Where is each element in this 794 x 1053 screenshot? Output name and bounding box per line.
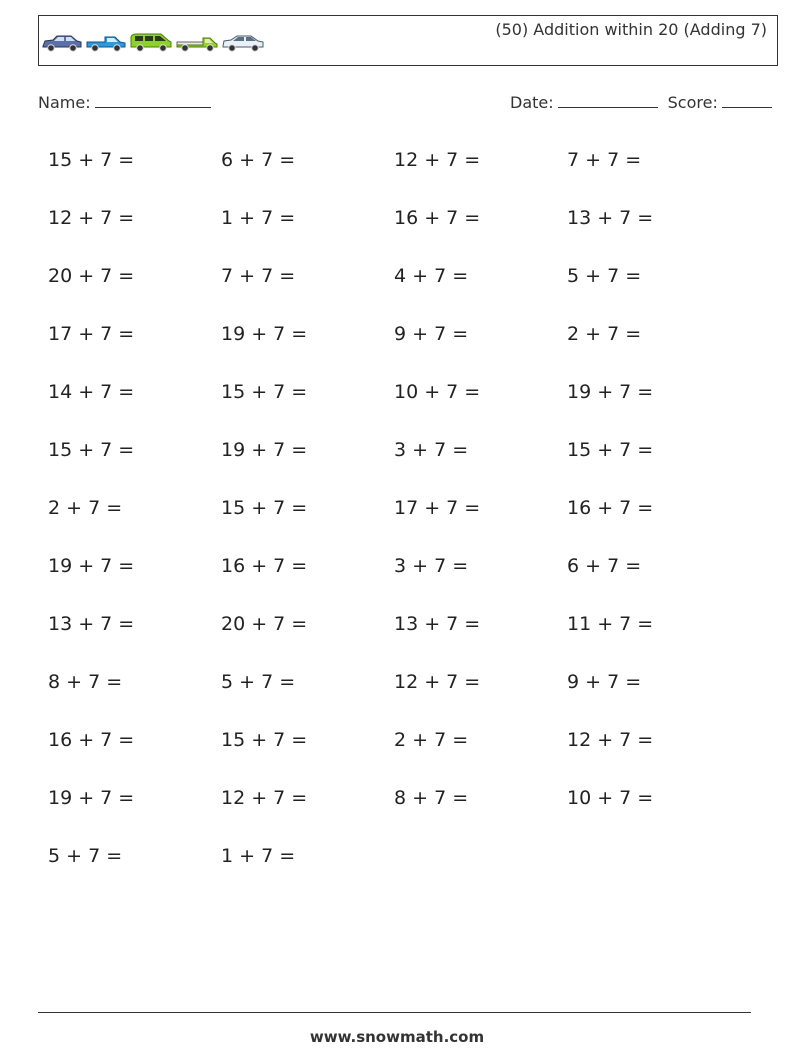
- problem-item: 9 + 7 =: [567, 671, 642, 693]
- problem-item: 7 + 7 =: [221, 265, 296, 287]
- problem-item: 3 + 7 =: [394, 555, 469, 577]
- problem-item: 13 + 7 =: [394, 613, 481, 635]
- footer-website: www.snowmath.com: [309, 1028, 485, 1046]
- problem-item: 12 + 7 =: [221, 787, 308, 809]
- problem-item: 12 + 7 =: [394, 671, 481, 693]
- suv-car-icon: [221, 34, 265, 52]
- problem-item: 17 + 7 =: [48, 323, 135, 345]
- problem-item: 19 + 7 =: [48, 787, 135, 809]
- problem-item: 2 + 7 =: [48, 497, 123, 519]
- problem-item: 14 + 7 =: [48, 381, 135, 403]
- problem-item: 16 + 7 =: [48, 729, 135, 751]
- problem-item: 4 + 7 =: [394, 265, 469, 287]
- worksheet-title: (50) Addition within 20 (Adding 7): [495, 20, 767, 39]
- problem-item: 1 + 7 =: [221, 207, 296, 229]
- flatbed-truck-icon: [175, 34, 219, 52]
- date-blank[interactable]: [558, 93, 658, 108]
- problem-item: 5 + 7 =: [48, 845, 123, 867]
- date-label: Date:: [510, 93, 554, 112]
- problem-item: 5 + 7 =: [221, 671, 296, 693]
- problem-item: 19 + 7 =: [221, 323, 308, 345]
- problem-item: 12 + 7 =: [48, 207, 135, 229]
- problem-item: 11 + 7 =: [567, 613, 654, 635]
- problem-item: 17 + 7 =: [394, 497, 481, 519]
- problem-item: 20 + 7 =: [221, 613, 308, 635]
- problem-item: 16 + 7 =: [567, 497, 654, 519]
- problem-item: 5 + 7 =: [567, 265, 642, 287]
- sedan-car-icon: [41, 34, 83, 52]
- problem-item: 20 + 7 =: [48, 265, 135, 287]
- problem-grid: [48, 148, 748, 902]
- footer-divider: [38, 1012, 751, 1013]
- problem-item: 8 + 7 =: [394, 787, 469, 809]
- problem-item: 19 + 7 =: [567, 381, 654, 403]
- problem-item: 7 + 7 =: [567, 149, 642, 171]
- problem-item: 16 + 7 =: [221, 555, 308, 577]
- score-label: Score:: [667, 93, 718, 112]
- problem-item: 12 + 7 =: [567, 729, 654, 751]
- problem-item: 13 + 7 =: [48, 613, 135, 635]
- problem-item: 15 + 7 =: [221, 497, 308, 519]
- problem-item: 19 + 7 =: [48, 555, 135, 577]
- problem-item: 15 + 7 =: [567, 439, 654, 461]
- problem-item: 6 + 7 =: [567, 555, 642, 577]
- name-field: [38, 93, 211, 112]
- problem-item: 16 + 7 =: [394, 207, 481, 229]
- problem-item: 6 + 7 =: [221, 149, 296, 171]
- problem-item: 8 + 7 =: [48, 671, 123, 693]
- problem-item: 13 + 7 =: [567, 207, 654, 229]
- problem-item: 10 + 7 =: [394, 381, 481, 403]
- problem-item: 19 + 7 =: [221, 439, 308, 461]
- car-icons: [41, 30, 265, 52]
- problem-item: 15 + 7 =: [48, 439, 135, 461]
- van-icon: [129, 32, 173, 52]
- problem-item: 3 + 7 =: [394, 439, 469, 461]
- pickup-truck-icon: [85, 34, 127, 52]
- problem-item: 15 + 7 =: [48, 149, 135, 171]
- problem-item: 12 + 7 =: [394, 149, 481, 171]
- name-label: Name:: [38, 93, 91, 112]
- score-blank[interactable]: [722, 93, 772, 108]
- worksheet-header: [38, 15, 778, 66]
- problem-item: 2 + 7 =: [394, 729, 469, 751]
- problem-item: 9 + 7 =: [394, 323, 469, 345]
- problem-item: 1 + 7 =: [221, 845, 296, 867]
- problem-item: 10 + 7 =: [567, 787, 654, 809]
- name-blank[interactable]: [95, 93, 211, 108]
- problem-item: 15 + 7 =: [221, 381, 308, 403]
- date-score-fields: [510, 93, 772, 112]
- problem-item: 15 + 7 =: [221, 729, 308, 751]
- problem-item: 2 + 7 =: [567, 323, 642, 345]
